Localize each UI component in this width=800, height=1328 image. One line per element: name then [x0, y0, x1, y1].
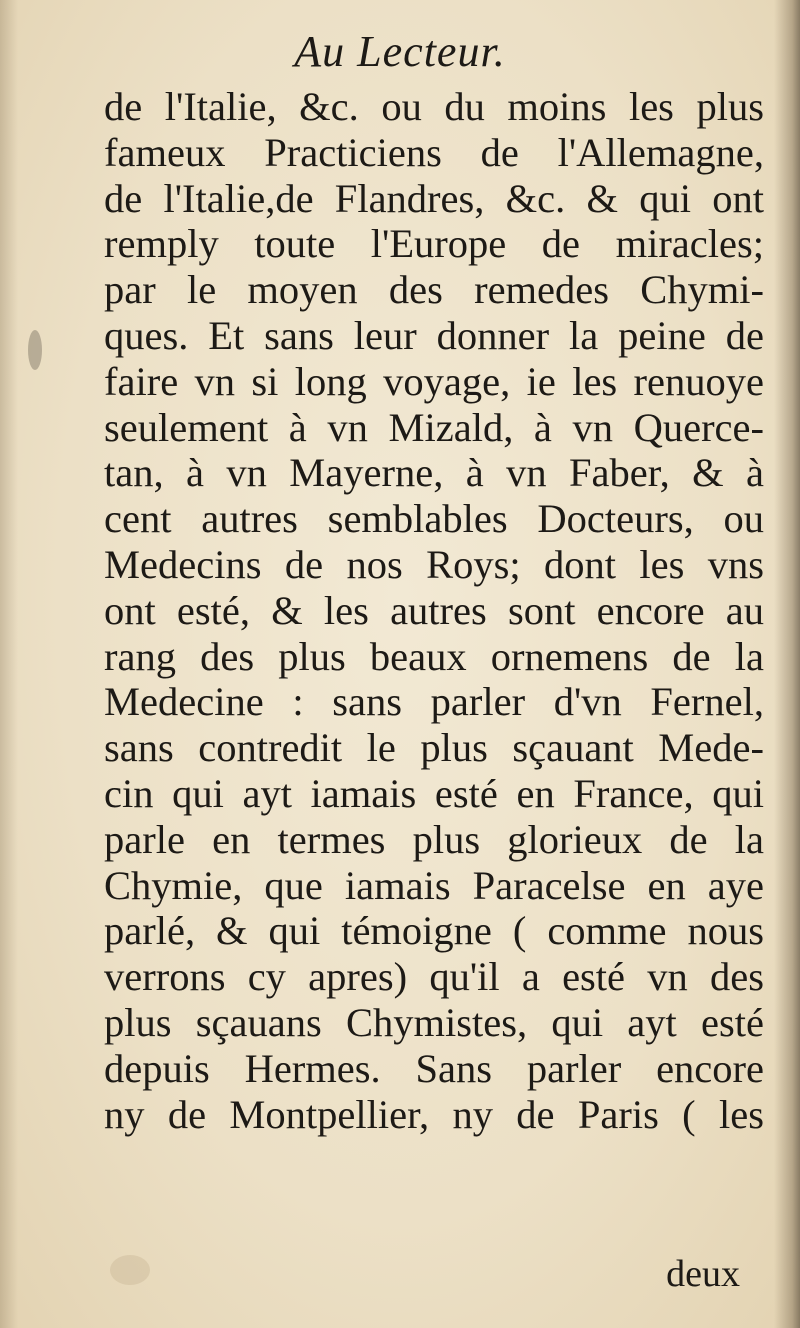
text-line: rang des plus beaux ornemens de la — [104, 633, 764, 679]
text-line: sans contredit le plus sçauant Mede- — [104, 725, 764, 771]
body-text — [104, 84, 764, 1137]
text-line: fameux Practiciens de l'Allemagne, — [104, 129, 764, 175]
running-head: Au Lecteur. — [294, 27, 506, 76]
text-line: de l'Italie, &c. ou du moins les plus — [104, 84, 764, 129]
text-line: parlé, & qui témoigne ( comme nous — [104, 908, 764, 954]
text-line: seulement à vn Mizald, à vn Querce- — [104, 404, 764, 450]
paper-stain — [28, 330, 42, 370]
text-line: Chymie, que iamais Paracelse en aye — [104, 862, 764, 908]
catchword: deux — [666, 1253, 740, 1295]
text-line: depuis Hermes. Sans parler encore — [104, 1045, 764, 1091]
text-line: plus sçauans Chymistes, qui ayt esté — [104, 999, 764, 1045]
text-line: Medecine : sans parler d'vn Fernel, — [104, 679, 764, 725]
text-line: cin qui ayt iamais esté en France, qui — [104, 770, 764, 816]
text-line: faire vn si long voyage, ie les renuoye — [104, 358, 764, 404]
text-line: remply toute l'Europe de miracles; — [104, 221, 764, 267]
text-line: tan, à vn Mayerne, à vn Faber, & à — [104, 450, 764, 496]
page-gutter-shadow — [774, 0, 800, 1328]
text-line: ny de Montpellier, ny de Paris ( les — [104, 1091, 764, 1137]
text-line: ques. Et sans leur donner la peine de — [104, 312, 764, 358]
page-left-edge-shadow — [0, 0, 18, 1328]
paper-stain — [110, 1255, 150, 1285]
text-line: par le moyen des remedes Chymi- — [104, 267, 764, 313]
text-line: ont esté, & les autres sont encore au — [104, 587, 764, 633]
text-line: Medecins de nos Roys; dont les vns — [104, 541, 764, 587]
text-line: cent autres semblables Docteurs, ou — [104, 496, 764, 542]
text-line: verrons cy apres) qu'il a esté vn des — [104, 954, 764, 1000]
text-line: parle en termes plus glorieux de la — [104, 816, 764, 862]
text-line: de l'Italie,de Flandres, &c. & qui ont — [104, 175, 764, 221]
